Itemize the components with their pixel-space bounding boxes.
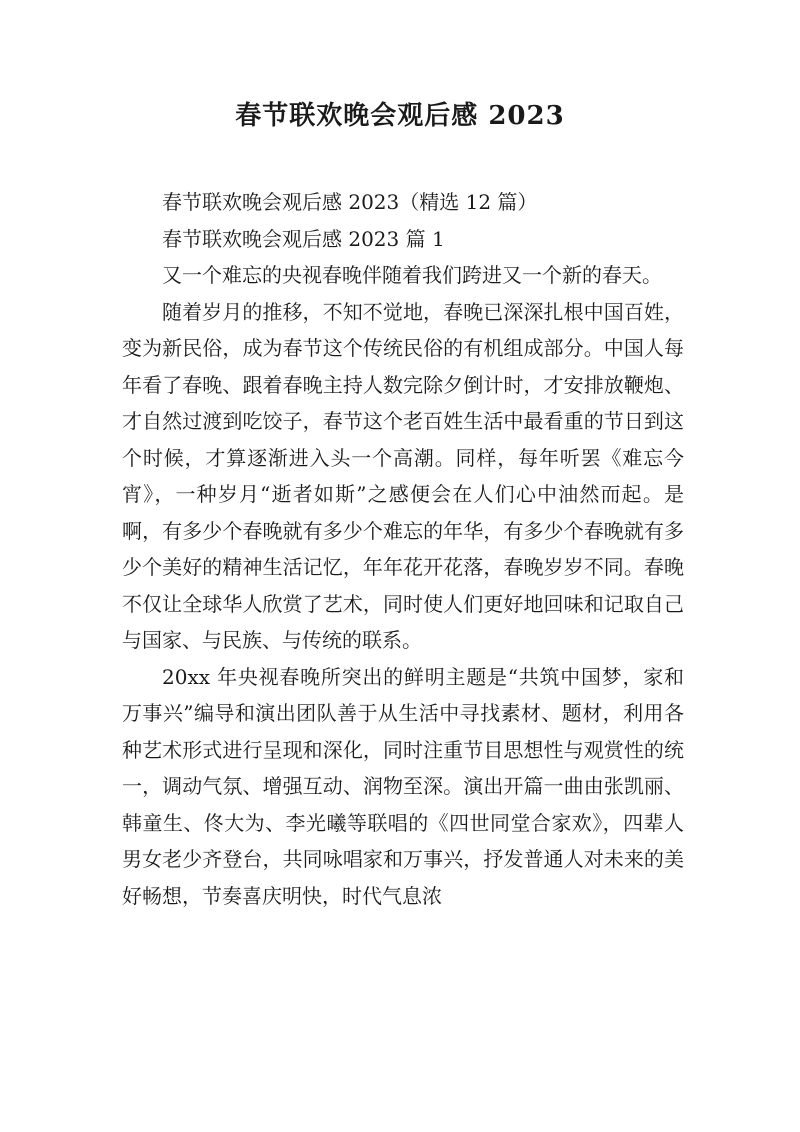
document-body — [122, 184, 684, 914]
body-paragraph-2: 随着岁月的推移，不知不觉地，春晚已深深扎根中国百姓，变为新民俗，成为春节这个传统民俗的有机组成部分。中国人每年看了春晚、跟着春晚主持人数完除夕倒计时，才安排放鞭炮、才自然过渡到吃饺子，春节这个老百姓生活中最看重的节日到这个时候，才算逐渐进入头一个高潮。同样，每年听罢《难忘今宵》，一种岁月“逝者如斯”之感便会在人们心中油然而起。是啊，有多少个春晚就有多少个难忘的年华，有多少个春晚就有多少个美好的精神生活记忆，年年花开花落，春晚岁岁不同。春晚不仅让全球华人欣赏了艺术，同时使人们更好地回味和记取自己与国家、与民族、与传统的联系。 — [122, 299, 684, 652]
document-subtitle: 春节联欢晚会观后感 2023（精选 12 篇） — [162, 190, 538, 214]
body-paragraph-1: 又一个难忘的央视春晚伴随着我们跨进又一个新的春天。 — [162, 263, 662, 287]
document-title: 春节联欢晚会观后感 2023 — [235, 101, 565, 131]
body-paragraph-3: 20xx 年央视春晚所突出的鲜明主题是“共筑中国梦，家和万事兴”编导和演出团队善于从生活中寻找素材、题材，利用各种艺术形式进行呈现和深化，同时注重节目思想性与观赏性的统一，调动气氛、增强互动、润物至深。演出开篇一曲由张凯丽、韩童生、佟大为、李光曦等联唱的《四世同堂合家欢》，四辈人男女老少齐登台，共同咏唱家和万事兴，抒发普通人对未来的美好畅想，节奏喜庆明快，时代气息浓 — [122, 664, 684, 908]
section-heading: 春节联欢晚会观后感 2023 篇 1 — [162, 226, 445, 251]
